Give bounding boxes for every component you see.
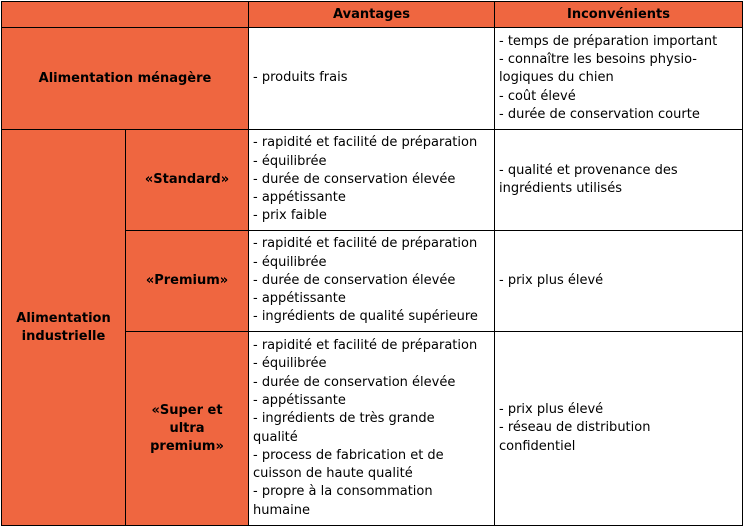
list-item: - qualité et provenance des — [499, 162, 678, 178]
menagere-disadvantages — [495, 28, 743, 130]
empty-header-cell — [2, 2, 249, 28]
comparison-table — [1, 1, 743, 526]
row-label-super-premium — [126, 332, 249, 526]
list-item: - coût élevé — [499, 88, 576, 104]
advantages-header: Avantages — [249, 2, 495, 28]
super-premium-disadvantages — [495, 332, 743, 526]
row-label-menagere: Alimentation ménagère — [2, 28, 249, 130]
row-standard — [2, 130, 743, 231]
header-row — [2, 2, 743, 28]
list-item: - connaître les besoins physio- — [499, 52, 697, 68]
list-item: logiques du chien — [499, 70, 614, 86]
list-item: - prix faible — [253, 208, 327, 224]
list-item: - équilibrée — [253, 356, 327, 372]
list-item: ingrédients utilisés — [499, 181, 622, 196]
list-item: - équilibrée — [253, 254, 327, 270]
super-premium-advantages — [249, 332, 495, 526]
list-item: - réseau de distribution — [499, 420, 651, 436]
list-item: - ingrédients de qualité supérieure — [253, 309, 478, 325]
list-item: qualité — [253, 429, 298, 445]
row-label-line: industrielle — [21, 328, 106, 344]
list-item: - ingrédients de très grande — [253, 411, 435, 427]
standard-disadvantages — [495, 130, 743, 231]
list-item: - rapidité et facilité de préparation — [253, 236, 478, 252]
standard-advantages — [249, 130, 495, 231]
list-item: - temps de préparation important — [499, 33, 718, 49]
list-item: - produits frais — [253, 70, 348, 86]
menagere-advantages — [249, 28, 495, 130]
premium-disadvantages — [495, 231, 743, 332]
list-item: - appétissante — [253, 392, 346, 408]
list-item: - durée de conservation élevée — [253, 374, 456, 390]
list-item: humaine — [253, 502, 310, 518]
row-label-line: premium» — [150, 438, 224, 454]
list-item: - durée de conservation courte — [499, 106, 700, 122]
premium-advantages — [249, 231, 495, 332]
list-item: - rapidité et facilité de préparation — [253, 135, 478, 151]
disadvantages-header: Inconvénients — [495, 2, 743, 28]
row-label-line: ultra — [169, 420, 205, 436]
row-label-standard: «Standard» — [126, 130, 249, 231]
row-label-line: «Super et — [151, 402, 223, 418]
list-item: - durée de conservation élevée — [253, 272, 456, 288]
list-item: - équilibrée — [253, 153, 327, 169]
row-menagere — [2, 28, 743, 130]
row-label-premium: «Premium» — [126, 231, 249, 332]
list-item: - prix plus élevé — [499, 272, 604, 288]
list-item: - rapidité et facilité de préparation — [253, 338, 478, 354]
list-item: cuisson de haute qualité — [253, 466, 413, 482]
list-item: - propre à la consommation — [253, 484, 433, 500]
list-item: - durée de conservation élevée — [253, 171, 456, 187]
list-item: - appétissante — [253, 190, 346, 206]
list-item: - appétissante — [253, 291, 346, 307]
row-label-industrielle — [2, 130, 126, 526]
list-item: - process de fabrication et de — [253, 447, 444, 463]
list-item: - prix plus élevé — [499, 402, 604, 418]
row-label-line: Alimentation — [16, 310, 111, 326]
list-item: confidentiel — [499, 438, 576, 454]
